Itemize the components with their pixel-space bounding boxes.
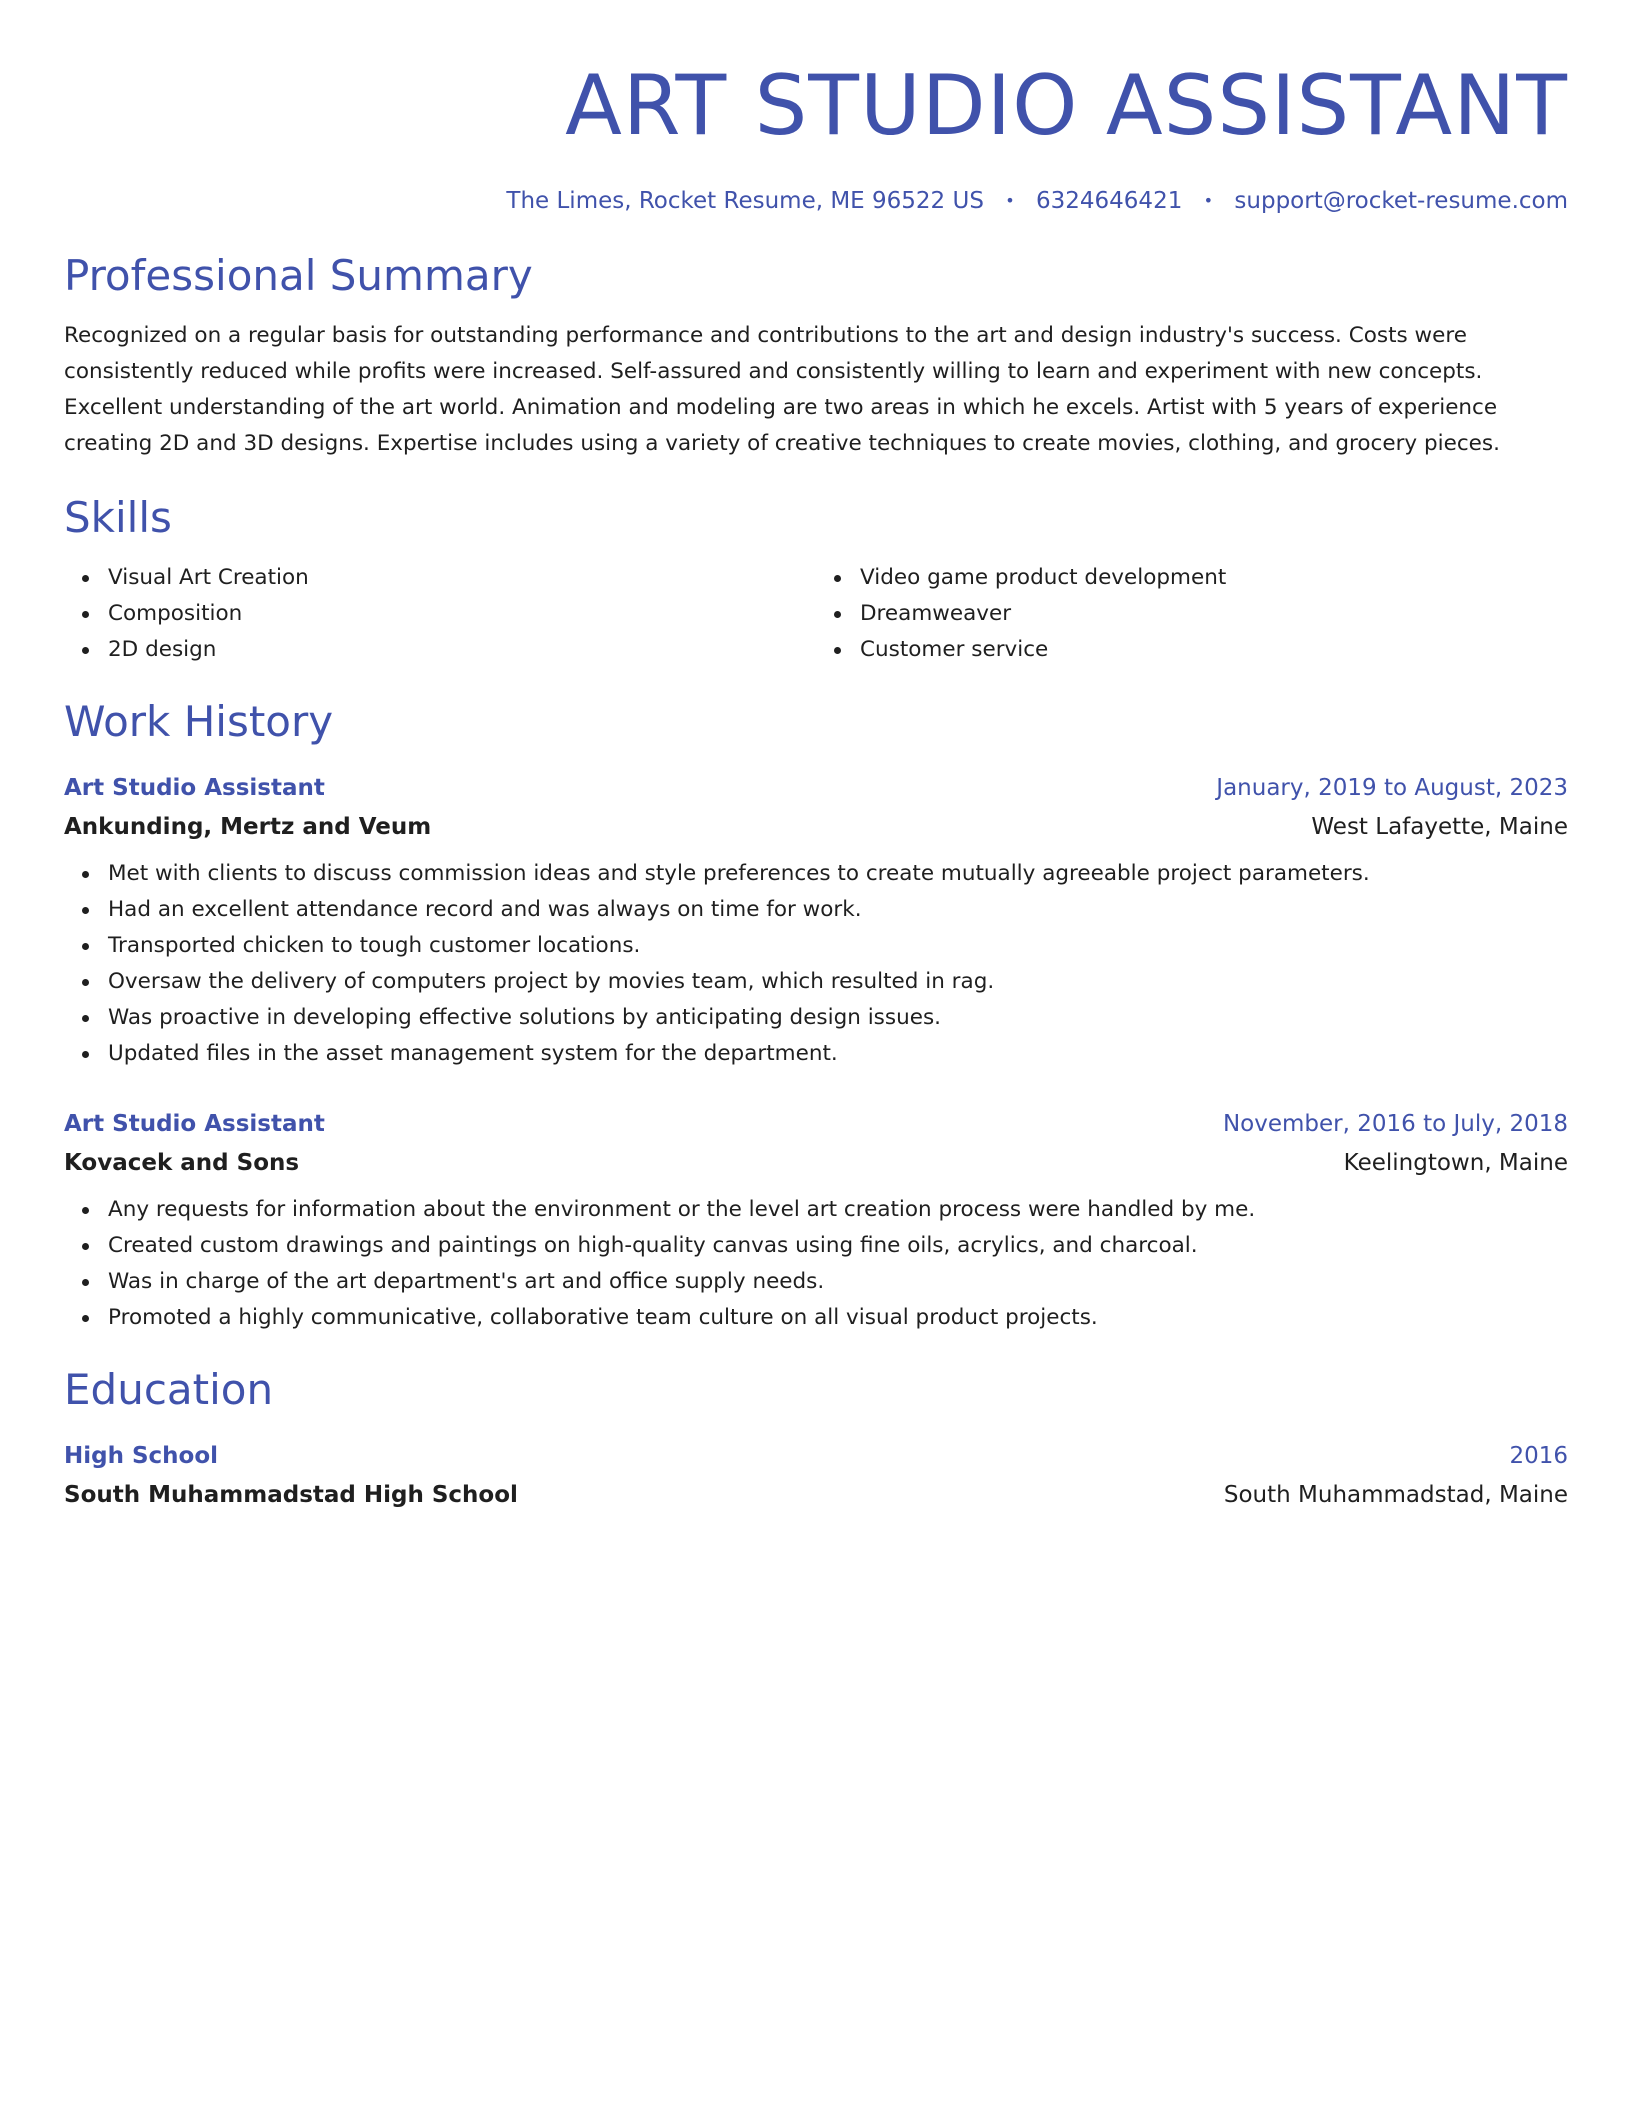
skill-item: Customer service [860, 632, 1568, 668]
job-bullet: Was proactive in developing effective solutions by anticipating design issues. [108, 1000, 1568, 1036]
skill-item: Dreamweaver [860, 596, 1568, 632]
contact-address: The Limes, Rocket Resume, ME 96522 US [506, 188, 984, 214]
job-bullet: Transported chicken to tough customer locations. [108, 928, 1568, 964]
education-school: South Muhammadstad High School [64, 1482, 518, 1508]
job-dates: November, 2016 to July, 2018 [1222, 1111, 1568, 1137]
job-entry [64, 768, 1568, 1072]
contact-separator: • [1005, 191, 1015, 210]
job-bullet: Created custom drawings and paintings on high-quality canvas using fine oils, acrylics, and charcoal. [108, 1228, 1568, 1264]
job-bullet: Oversaw the delivery of computers project by movies team, which resulted in rag. [108, 964, 1568, 1000]
job-entry [64, 1104, 1568, 1336]
skill-item: Visual Art Creation [108, 560, 816, 596]
job-company: Ankunding, Mertz and Veum [64, 814, 432, 840]
job-bullet: Promoted a highly communicative, collaborative team culture on all visual product projects. [108, 1300, 1568, 1336]
skills-list-left [64, 560, 816, 668]
education-subheader [64, 1476, 1568, 1514]
job-header [64, 1104, 1568, 1144]
job-location: West Lafayette, Maine [1311, 814, 1568, 840]
work-history-heading: Work History [64, 697, 334, 746]
skills-columns [64, 560, 1568, 668]
education-year: 2016 [1509, 1443, 1568, 1469]
contact-line [64, 186, 1568, 216]
job-title: Art Studio Assistant [64, 1111, 325, 1137]
resume-header [64, 56, 1568, 216]
job-dates: January, 2019 to August, 2023 [1216, 775, 1568, 801]
job-bullet: Had an excellent attendance record and was always on time for work. [108, 892, 1568, 928]
work-history-section [64, 694, 1568, 1336]
job-bullet: Updated files in the asset management system for the department. [108, 1036, 1568, 1072]
job-location: Keelingtown, Maine [1343, 1150, 1568, 1176]
education-entry [64, 1436, 1568, 1514]
contact-separator: • [1203, 191, 1214, 210]
job-bullet: Any requests for information about the environment or the level art creation process were handled by me. [108, 1192, 1568, 1228]
skill-item: Composition [108, 596, 816, 632]
contact-phone: 6324646421 [1036, 188, 1183, 214]
skills-section [64, 490, 1568, 668]
resume-name: ART STUDIO ASSISTANT [565, 57, 1568, 154]
education-section [64, 1362, 1568, 1514]
education-heading: Education [64, 1365, 274, 1414]
summary-text: Recognized on a regular basis for outstanding performance and contributions to the art and design industry's success. Costs were consistently reduced while profits were increased. Self-assured and consistently willing to learn and experiment with new concepts. Excellent understanding of the art world. Animation and modeling are two areas in which he excels. Artist with 5 years of experience creating 2D and 3D designs. Expertise includes using a variety of creative techniques to create movies, clothing, and grocery pieces. [64, 323, 1500, 456]
education-degree: High School [64, 1443, 219, 1469]
job-bullet: Was in charge of the art department's art and office supply needs. [108, 1264, 1568, 1300]
education-location: South Muhammadstad, Maine [1223, 1482, 1568, 1508]
skills-heading: Skills [64, 493, 172, 542]
contact-email: support@rocket-resume.com [1234, 188, 1568, 214]
skill-item: 2D design [108, 632, 816, 668]
summary-section [64, 248, 1568, 462]
skill-item: Video game product development [860, 560, 1568, 596]
summary-heading: Professional Summary [64, 251, 533, 300]
job-company: Kovacek and Sons [64, 1150, 300, 1176]
job-header [64, 768, 1568, 808]
job-bullet: Met with clients to discuss commission ideas and style preferences to create mutually agreeable project parameters. [108, 856, 1568, 892]
job-subheader [64, 1144, 1568, 1182]
job-title: Art Studio Assistant [64, 775, 325, 801]
skills-list-right [816, 560, 1568, 668]
job-bullets [64, 856, 1568, 1072]
education-header [64, 1436, 1568, 1476]
job-bullets [64, 1192, 1568, 1336]
job-subheader [64, 808, 1568, 846]
